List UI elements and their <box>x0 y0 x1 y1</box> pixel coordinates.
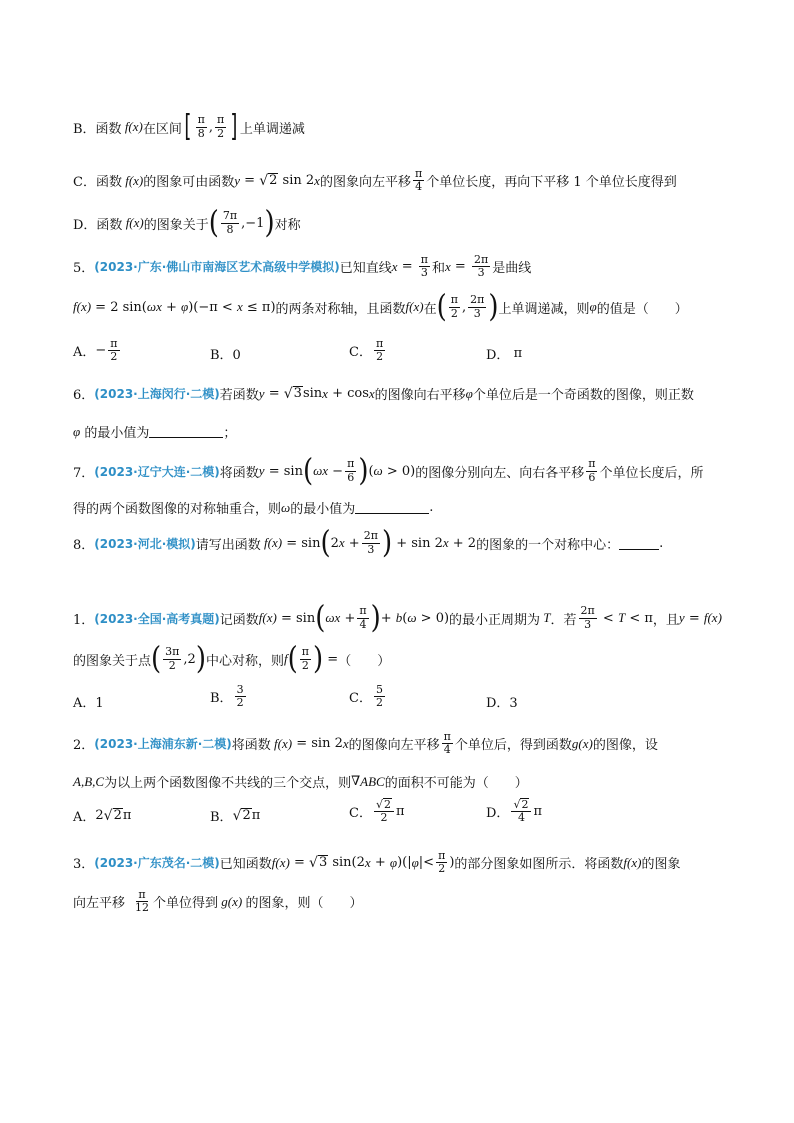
p3-line-2: 向左平移 $\frac{\pi}{12}$ 个单位得到 g(x) 的图象，则（ ） <box>73 888 363 915</box>
q5-option-d[interactable]: D． π <box>486 346 523 363</box>
p1-line-1: 1． (2023·全国·高考真题) 记函数 f(x) = sin ( ωx + $\frac{\pi}{4}$ ) + b ( ω > 0) 的最小正周期为 T ．若 $\frac{2\pi}{3}$ < T < π ，且 y = f(x) <box>73 600 722 636</box>
q8-source: (2023·河北·模拟) <box>94 536 196 551</box>
p2-option-a[interactable]: A． 2 √ 2 π <box>73 807 132 825</box>
p2-option-d[interactable]: D． √ 2 4 π <box>486 798 542 825</box>
p2-line-2: A,B,C 为以上两个函数图像不共线的三个交点，则 ∇ ABC 的面积不可能为（ ） <box>73 773 528 791</box>
p2-option-c[interactable]: C． √ 2 2 π <box>349 798 405 825</box>
q6-answer-blank[interactable] <box>149 425 223 438</box>
p1-option-c[interactable]: C． $\frac{5}{2}$ <box>349 683 383 710</box>
q7-line-1: 7． (2023·辽宁大连·二模) 将函数 y = sin ( ωx − $\frac{\pi}{6}$ ) ( ω > 0) 的图像分别向左、向右各平移 $\frac{\pi}{6}$ 个单位长度后，所 <box>73 453 704 489</box>
q5-option-c[interactable]: C． $\frac{\pi}{2}$ <box>349 337 384 364</box>
p1-source: (2023·全国·高考真题) <box>94 611 220 626</box>
p1-line-2: 的图象关于点 ( $\frac{3\pi}{2}$ ,2 ) 中心对称，则 f ( $\frac{\pi}{2}$ ) = （ ） <box>73 641 391 677</box>
q5-line-1: 5． (2023·广东·佛山市南海区艺术高级中学模拟) 已知直线 x = $\frac{\pi}{3}$ 和 x = $\frac{2\pi}{3}$ 是曲线 <box>73 253 532 280</box>
q5-source: (2023·广东·佛山市南海区艺术高级中学模拟) <box>94 260 340 275</box>
p1-option-a[interactable]: A．1 <box>73 696 104 711</box>
q5-option-a[interactable]: A． − $\frac{\pi}{2}$ <box>73 337 118 364</box>
q5-option-b[interactable]: B．0 <box>210 348 241 363</box>
q5-line-2: f(x) = 2 sin( ωx + φ )(−π < x ≤ π) 的两条对称轴，且函数 f(x) 在 ( $\frac{\pi}{2}$ , $\frac{2\pi}{3}$ ) 上单调递减，则 φ 的值是（ ） <box>73 289 688 325</box>
p2-line-1: 2． (2023·上海浦东新·二模) 将函数 f(x) = sin 2 x 的图像向左平移 $\frac{\pi}{4}$ 个单位后，得到函数 g(x) 的图像，设 <box>73 730 658 757</box>
q7-answer-blank[interactable] <box>355 501 429 514</box>
q4-option-d: D．函数 f(x) 的图象关于 ( $\frac{7\pi}{8}$ ,−1 ) 对称 <box>73 205 301 241</box>
q6-line-2: φ 的最小值为 ； <box>73 423 237 441</box>
q7-line-2: 得的两个函数图像的对称轴重合，则 ω 的最小值为 . <box>73 499 434 517</box>
q8-line-1: 8． (2023·河北·模拟) 请写出函数 f(x) = sin ( 2 x + $\frac{2\pi}{3}$ ) + sin 2 x + 2 的图象的一个对称中心： . <box>73 525 664 561</box>
p3-line-1: 3． (2023·广东茂名·二模) 已知函数 f(x) = √ 3 sin(2 x + φ )(| φ |< $\frac{\pi}{2}$ ) 的部分图象如图所示．将函数 f(x) 的图象 <box>73 849 681 876</box>
p1-option-b[interactable]: B． $\frac{3}{2}$ <box>210 683 244 710</box>
q7-source: (2023·辽宁大连·二模) <box>94 464 220 479</box>
p1-option-d[interactable]: D．3 <box>486 696 518 711</box>
q6-line-1: 6． (2023·上海闵行·二模) 若函数 y = √ 3 sin x + cos x 的图像向右平移 φ 个单位后是一个奇函数的图像，则正数 <box>73 385 694 403</box>
q8-answer-blank[interactable] <box>619 537 659 550</box>
p2-source: (2023·上海浦东新·二模) <box>94 737 232 752</box>
q6-source: (2023·上海闵行·二模) <box>94 387 220 401</box>
q4-option-c: C．函数 f(x) 的图象可由函数 y = √ 2 sin 2 x 的图象向左平移 $\frac{\pi}{4}$ 个单位长度，再向下平移 1 个单位长度得到 <box>73 167 677 194</box>
p2-option-b[interactable]: B． √ 2 π <box>210 807 261 825</box>
p3-source: (2023·广东茂名·二模) <box>94 856 220 871</box>
q4-option-b: B．函数 f(x) 在区间 [ $\frac{\pi}{8}$ , $\frac{\pi}{2}$ ] 上单调递减 <box>73 109 305 144</box>
